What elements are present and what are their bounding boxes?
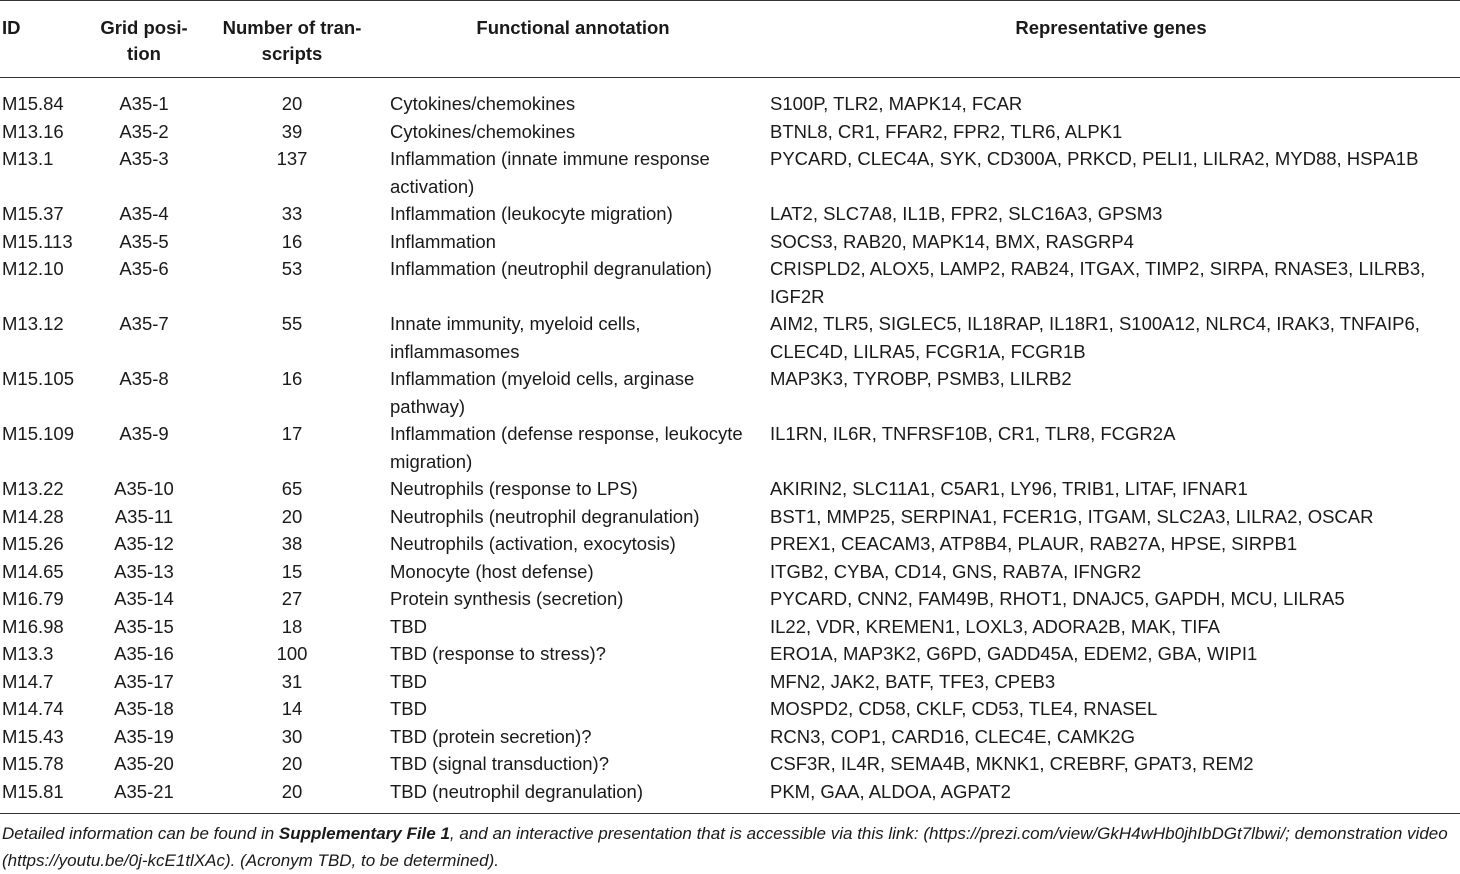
cell-functional-annotation: TBD (protein secretion)? — [390, 725, 592, 747]
cell-functional-annotation: TBD — [390, 615, 427, 637]
table-body — [0, 78, 1460, 814]
cell-grid-position: A35-16 — [114, 643, 174, 664]
cell-number-of-transcripts: 16 — [281, 230, 303, 252]
cell-number-of-transcripts: 20 — [281, 505, 303, 527]
cell-functional-annotation: Inflammation (innate immune response activation) — [390, 148, 710, 197]
cell-representative-genes: MFN2, JAK2, BATF, TFE3, CPEB3 — [770, 670, 1056, 692]
cell-id: M15.113 — [2, 230, 73, 252]
cell-id: M12.10 — [2, 258, 64, 279]
cell-functional-annotation: TBD (signal transduction)? — [390, 753, 610, 774]
cell-functional-annotation: Inflammation — [390, 230, 496, 252]
cell-grid-position: A35-19 — [114, 725, 174, 747]
cell-id: M14.74 — [2, 698, 64, 719]
header-grid-line1: Grid posi- — [100, 17, 188, 38]
table-row — [0, 668, 1460, 696]
header-id: ID — [2, 17, 21, 38]
cell-id: M13.16 — [2, 120, 64, 142]
cell-representative-genes: ITGB2, CYBA, CD14, GNS, RAB7A, IFNGR2 — [770, 560, 1142, 582]
cell-id: M14.28 — [2, 505, 64, 527]
header-functional-annotation: Functional annotation — [476, 17, 670, 38]
table-row — [0, 613, 1460, 641]
cell-grid-position: A35-7 — [119, 313, 169, 334]
cell-id: M15.26 — [2, 533, 64, 554]
header-grid-line2: tion — [127, 43, 161, 64]
table-row — [0, 228, 1460, 256]
table-row — [0, 503, 1460, 531]
footnote-prefix: Detailed information can be found in — [2, 824, 279, 843]
header-num-line1: Number of tran- — [222, 17, 362, 38]
cell-representative-genes: PYCARD, CLEC4A, SYK, CD300A, PRKCD, PELI1, LILRA2, MYD88, HSPA1B — [770, 148, 1419, 169]
cell-number-of-transcripts: 17 — [281, 423, 303, 444]
cell-functional-annotation: Inflammation (neutrophil degranulation) — [390, 258, 712, 279]
cell-grid-position: A35-15 — [114, 615, 174, 637]
cell-functional-annotation: Inflammation (myeloid cells, arginase pathway) — [390, 368, 695, 417]
cell-number-of-transcripts: 15 — [281, 560, 303, 582]
cell-number-of-transcripts: 20 — [281, 753, 303, 774]
cell-grid-position: A35-20 — [114, 753, 174, 774]
cell-number-of-transcripts: 100 — [276, 643, 308, 664]
cell-representative-genes: IL1RN, IL6R, TNFRSF10B, CR1, TLR8, FCGR2A — [770, 423, 1176, 444]
cell-number-of-transcripts: 55 — [281, 313, 303, 334]
footnote-bold: Supplementary File 1 — [278, 824, 450, 843]
table-row — [0, 200, 1460, 228]
cell-id: M13.1 — [2, 148, 54, 169]
cell-representative-genes: AKIRIN2, SLC11A1, C5AR1, LY96, TRIB1, LITAF, IFNAR1 — [770, 478, 1248, 499]
cell-representative-genes: RCN3, COP1, CARD16, CLEC4E, CAMK2G — [770, 725, 1135, 747]
cell-functional-annotation: Cytokines/chemokines — [390, 120, 576, 142]
cell-functional-annotation: Neutrophils (activation, exocytosis) — [390, 533, 676, 554]
cell-functional-annotation: Protein synthesis (secretion) — [390, 588, 624, 609]
cell-representative-genes: LAT2, SLC7A8, IL1B, FPR2, SLC16A3, GPSM3 — [770, 203, 1163, 224]
cell-grid-position: A35-10 — [114, 478, 174, 499]
table-row — [0, 778, 1460, 814]
cell-id: M15.37 — [2, 203, 64, 224]
cell-id: M15.81 — [2, 780, 64, 802]
cell-id: M16.79 — [2, 588, 64, 609]
header-grid-position — [88, 1, 200, 78]
cell-grid-position: A35-4 — [119, 203, 169, 224]
cell-grid-position: A35-2 — [119, 120, 169, 142]
cell-representative-genes: BST1, MMP25, SERPINA1, FCER1G, ITGAM, SLC2A3, LILRA2, OSCAR — [770, 505, 1374, 527]
table-row — [0, 310, 1460, 365]
cell-number-of-transcripts: 31 — [281, 670, 303, 692]
cell-representative-genes: MAP3K3, TYROBP, PSMB3, LILRB2 — [770, 368, 1072, 389]
cell-functional-annotation: Cytokines/chemokines — [390, 93, 576, 114]
cell-number-of-transcripts: 53 — [281, 258, 303, 279]
cell-grid-position: A35-17 — [114, 670, 174, 692]
cell-id: M14.7 — [2, 670, 54, 692]
cell-number-of-transcripts: 14 — [281, 698, 303, 719]
cell-functional-annotation: Innate immunity, myeloid cells, inflammasomes — [390, 313, 641, 362]
cell-functional-annotation: Neutrophils (response to LPS) — [390, 478, 638, 499]
cell-number-of-transcripts: 27 — [281, 588, 303, 609]
cell-grid-position: A35-13 — [114, 560, 174, 582]
cell-representative-genes: AIM2, TLR5, SIGLEC5, IL18RAP, IL18R1, S100A12, NLRC4, IRAK3, TNFAIP6, CLEC4D, LILRA5, FCGR1A, FCGR1B — [770, 313, 1420, 362]
cell-id: M14.65 — [2, 560, 64, 582]
cell-number-of-transcripts: 20 — [281, 780, 303, 802]
table-row — [0, 420, 1460, 475]
header-representative-genes: Representative genes — [1015, 17, 1207, 38]
cell-representative-genes: ERO1A, MAP3K2, G6PD, GADD45A, EDEM2, GBA, WIPI1 — [770, 643, 1258, 664]
cell-grid-position: A35-3 — [119, 148, 169, 169]
cell-grid-position: A35-1 — [119, 93, 169, 114]
cell-id: M15.109 — [2, 423, 74, 444]
table-footnote — [0, 814, 1460, 874]
cell-grid-position: A35-14 — [114, 588, 174, 609]
cell-representative-genes: S100P, TLR2, MAPK14, FCAR — [770, 93, 1023, 114]
cell-functional-annotation: TBD — [390, 670, 427, 692]
cell-number-of-transcripts: 65 — [281, 478, 303, 499]
cell-number-of-transcripts: 33 — [281, 203, 303, 224]
cell-functional-annotation: TBD — [390, 698, 427, 719]
cell-id: M16.98 — [2, 615, 64, 637]
cell-grid-position: A35-6 — [119, 258, 169, 279]
cell-number-of-transcripts: 30 — [281, 725, 303, 747]
cell-functional-annotation: Neutrophils (neutrophil degranulation) — [390, 505, 700, 527]
cell-representative-genes: PKM, GAA, ALDOA, AGPAT2 — [770, 780, 1011, 802]
header-row — [0, 1, 1460, 78]
footnote-suffix: , and an interactive presentation that is accessible via this link: (https://prezi.com/view/GkH4wHb0jhIbDGt7lbwi/; demonstration video (https://youtu.be/0j-kcE1tlXAc). (Acronym TBD, to be determined). — [2, 824, 1448, 870]
table-row — [0, 475, 1460, 503]
table-row — [0, 78, 1460, 118]
cell-number-of-transcripts: 137 — [276, 148, 308, 169]
cell-functional-annotation: Inflammation (defense response, leukocyte migration) — [390, 423, 743, 472]
cell-representative-genes: CRISPLD2, ALOX5, LAMP2, RAB24, ITGAX, TIMP2, SIRPA, RNASE3, LILRB3, IGF2R — [770, 258, 1426, 307]
cell-grid-position: A35-5 — [119, 230, 169, 252]
cell-id: M15.78 — [2, 753, 64, 774]
cell-functional-annotation: Monocyte (host defense) — [390, 560, 594, 582]
table-row — [0, 723, 1460, 751]
cell-number-of-transcripts: 39 — [281, 120, 303, 142]
table-row — [0, 640, 1460, 668]
table-row — [0, 145, 1460, 200]
table-row — [0, 255, 1460, 310]
table-row — [0, 558, 1460, 586]
cell-grid-position: A35-21 — [114, 780, 174, 802]
cell-id: M15.105 — [2, 368, 74, 389]
cell-representative-genes: PYCARD, CNN2, FAM49B, RHOT1, DNAJC5, GAPDH, MCU, LILRA5 — [770, 588, 1345, 609]
cell-representative-genes: PREX1, CEACAM3, ATP8B4, PLAUR, RAB27A, HPSE, SIRPB1 — [770, 533, 1298, 554]
cell-representative-genes: CSF3R, IL4R, SEMA4B, MKNK1, CREBRF, GPAT3, REM2 — [770, 753, 1254, 774]
header-num-line2: scripts — [261, 43, 323, 64]
cell-id: M15.84 — [2, 93, 64, 114]
cell-grid-position: A35-9 — [119, 423, 169, 444]
cell-representative-genes: IL22, VDR, KREMEN1, LOXL3, ADORA2B, MAK, TIFA — [770, 615, 1220, 637]
cell-number-of-transcripts: 20 — [281, 93, 303, 114]
cell-number-of-transcripts: 16 — [281, 368, 303, 389]
cell-functional-annotation: Inflammation (leukocyte migration) — [390, 203, 673, 224]
cell-id: M13.12 — [2, 313, 64, 334]
cell-grid-position: A35-12 — [114, 533, 174, 554]
cell-functional-annotation: TBD (response to stress)? — [390, 643, 606, 664]
cell-grid-position: A35-18 — [114, 698, 174, 719]
cell-representative-genes: MOSPD2, CD58, CKLF, CD53, TLE4, RNASEL — [770, 698, 1158, 719]
cell-id: M13.22 — [2, 478, 64, 499]
table-header — [0, 1, 1460, 78]
table-row — [0, 118, 1460, 146]
table-row — [0, 695, 1460, 723]
cell-representative-genes: BTNL8, CR1, FFAR2, FPR2, TLR6, ALPK1 — [770, 120, 1123, 142]
cell-id: M15.43 — [2, 725, 64, 747]
cell-grid-position: A35-8 — [119, 368, 169, 389]
cell-number-of-transcripts: 38 — [281, 533, 303, 554]
cell-grid-position: A35-11 — [114, 505, 174, 527]
table-row — [0, 365, 1460, 420]
cell-representative-genes: SOCS3, RAB20, MAPK14, BMX, RASGRP4 — [770, 230, 1134, 252]
cell-id: M13.3 — [2, 643, 54, 664]
table-row — [0, 750, 1460, 778]
table-row — [0, 530, 1460, 558]
header-number-of-transcripts — [200, 1, 384, 78]
cell-number-of-transcripts: 18 — [281, 615, 303, 637]
cell-functional-annotation: TBD (neutrophil degranulation) — [390, 780, 643, 802]
table-row — [0, 585, 1460, 613]
